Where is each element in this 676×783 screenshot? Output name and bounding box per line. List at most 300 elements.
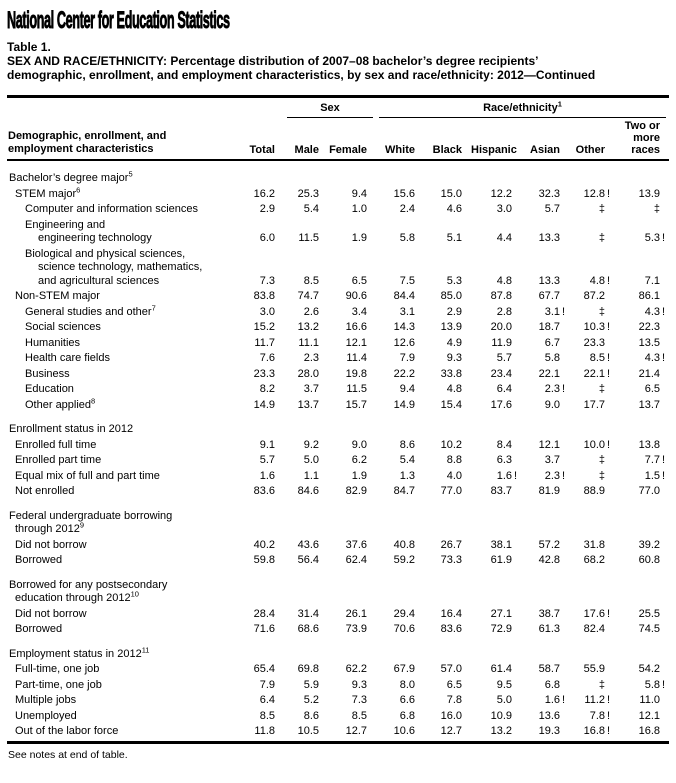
data-cell: 4.3 ! [644,305,666,318]
table-row [7,470,669,484]
data-cell: 2.3 [303,352,319,364]
table-row [7,510,669,537]
data-cell: 2.3 ! [544,383,566,395]
data-cell: 4.6 [446,203,462,215]
data-cell: 13.2 [297,321,319,333]
data-cell: 15.7 [345,398,367,411]
data-cell: 68.2 [583,554,605,566]
data-cell: 33.8 [440,367,462,380]
row-label: Health care fields [25,352,110,364]
data-cell: 6.3 [496,454,512,466]
data-cell: 2.3 ! [544,469,566,482]
data-cell: 2.9 [446,305,462,318]
data-cell: 6.8 [399,709,415,722]
table-title-line2: demographic, enrollment, and employment characteristics, by sex and race/ethnicity: 2012—Continued [7,68,596,82]
data-cell: 13.2 [490,725,512,737]
table-header [7,98,669,159]
data-cell: 81.9 [538,485,560,497]
data-cell: 38.7 [538,607,560,620]
data-cell: ‡ [598,469,605,482]
table-row [7,608,669,622]
table-row [7,169,669,186]
table-title [7,54,669,82]
table-row [7,554,669,568]
data-cell: 5.3 [446,274,462,287]
data-cell: 28.4 [253,607,275,620]
data-cell: 9.0 [544,398,560,411]
nces-brand-heading: National Center for Education Statistics [7,7,230,34]
data-cell: 54.2 [638,663,660,675]
column-header: Hispanic [471,143,517,156]
data-cell: 8.5 [303,274,319,287]
column-header: Two or more races [624,119,660,156]
data-cell: 10.9 [490,709,512,722]
data-cell: 12.7 [440,725,462,737]
data-cell: 25.3 [297,187,319,200]
data-cell: 13.8 [638,438,660,451]
data-cell: 4.8 [446,383,462,395]
data-cell: 84.7 [393,485,415,497]
table-row [7,623,669,637]
data-cell: 22.2 [393,367,415,380]
data-cell: 72.9 [490,623,512,635]
data-cell: 5.9 [303,678,319,691]
data-cell: 21.4 [638,367,660,380]
data-cell: 59.2 [393,554,415,566]
stub-header-line2: employment characteristics [8,142,154,155]
data-cell: 5.4 [303,203,319,215]
data-cell: ‡ [653,203,660,215]
table-row [7,694,669,708]
data-cell: 73.9 [345,623,367,635]
data-cell: 10.6 [393,725,415,737]
data-cell: 2.8 [496,305,512,318]
data-cell: 7.8 ! [589,709,611,722]
data-cell: 3.0 [496,203,512,215]
table-section [7,579,669,637]
row-label: Enrolled part time [15,454,102,466]
table-row [7,352,669,366]
data-cell: 40.2 [253,538,275,551]
data-cell: 1.1 [303,469,319,482]
data-cell: 1.6 [259,469,275,482]
row-label: Part-time, one job [15,678,102,691]
data-cell: 68.6 [297,623,319,635]
data-cell: 7.8 [446,694,462,706]
column-header-row [7,120,669,159]
row-label: Out of the labor force [15,725,119,737]
data-cell: 23.3 [583,336,605,349]
data-cell: 31.4 [297,607,319,620]
data-cell: 74.7 [297,290,319,302]
data-cell: 6.2 [351,454,367,466]
stub-header-line1: Demographic, enrollment, and [8,129,167,142]
data-cell: 5.4 [399,454,415,466]
data-cell: 29.4 [393,607,415,620]
data-cell: 57.2 [538,538,560,551]
table-row [7,663,669,677]
data-cell: 6.5 [644,383,660,395]
data-cell: 67.7 [538,290,560,302]
row-label: Not enrolled [15,485,75,497]
data-cell: 5.7 [496,352,512,364]
row-label: Bachelor’s degree major$^5$ [9,169,133,184]
data-cell: 62.2 [345,663,367,675]
data-cell: 67.9 [393,663,415,675]
data-cell: 12.7 [345,725,367,737]
data-cell: 13.3 [538,232,560,244]
data-cell: 17.6 ! [583,607,611,620]
table-row [7,454,669,468]
data-cell: 26.7 [440,538,462,551]
data-cell: 71.6 [253,623,275,635]
column-header: Other [575,143,605,156]
data-cell: 8.8 [446,454,462,466]
row-label: Federal undergraduate borrowing through 2012$^9$ [9,509,173,535]
row-label: Equal mix of full and part time [15,469,160,482]
data-cell: 5.8 [399,232,415,244]
data-cell: 2.6 [303,305,319,318]
data-cell: 40.8 [393,538,415,551]
data-cell: 5.1 [446,232,462,244]
data-cell: 2.4 [399,203,415,215]
data-cell: 12.8 ! [583,187,611,200]
data-cell: 9.3 [351,678,367,691]
table-section [7,169,669,412]
data-cell: 17.6 [490,398,512,411]
data-cell: 4.9 [446,336,462,349]
data-cell: 1.9 [351,232,367,244]
table-row [7,368,669,382]
table-row [7,383,669,397]
data-cell: 9.5 [496,678,512,691]
data-cell: 5.2 [303,694,319,706]
table-row [7,184,669,202]
data-cell: 85.0 [440,290,462,302]
footer-note: See notes at end of table. [8,748,128,761]
data-cell: 11.2 ! [584,694,611,706]
data-cell: 9.4 [399,383,415,395]
data-cell: 9.3 [446,352,462,364]
data-cell: 7.7 ! [644,454,666,466]
data-cell: 19.3 [538,725,560,737]
data-cell: 4.3 ! [644,352,666,364]
data-cell: 23.4 [490,367,512,380]
data-cell: 26.1 [345,607,367,620]
data-cell: 8.5 [259,709,275,722]
data-cell: 4.8 ! [589,274,611,287]
table-number: Table 1. [7,40,51,54]
data-cell: 10.2 [440,438,462,451]
data-cell: 3.1 [399,305,415,318]
data-cell: 86.1 [638,290,660,302]
total-column-spacer [227,103,284,118]
race-group-footnote: 1 [557,98,562,108]
data-cell: 10.0 ! [583,438,611,451]
data-cell: 87.2 [583,290,605,302]
table-row [7,423,669,437]
data-cell: 37.6 [345,538,367,551]
data-cell: 7.1 [644,274,660,287]
data-cell: 3.0 [259,305,275,318]
table-row [7,203,669,217]
data-cell: ‡ [598,232,605,244]
data-cell: 84.6 [297,485,319,497]
data-cell: 11.7 [254,336,275,349]
data-cell: 13.7 [638,398,660,411]
table-bottom-rule [7,741,669,744]
data-cell: 57.0 [440,663,462,675]
data-cell: 11.9 [491,336,512,349]
data-cell: 1.9 [351,469,367,482]
data-cell: 88.9 [583,485,605,497]
group-header-spacer [7,103,227,118]
row-label: Multiple jobs [15,694,77,706]
data-cell: 12.1 [638,709,660,722]
data-cell: 5.0 [303,454,319,466]
row-label: Borrowed [15,623,63,635]
data-cell: 6.0 [259,232,275,244]
data-cell: 7.3 [351,694,367,706]
data-cell: 6.5 [446,678,462,691]
data-cell: 60.8 [638,554,660,566]
data-cell: 65.4 [253,663,275,675]
data-cell: 15.0 [440,187,462,200]
table-title-line1: SEX AND RACE/ETHNICITY: Percentage distribution of 2007–08 bachelor’s degree recipients’ [7,54,539,68]
data-cell: 61.4 [490,663,512,675]
data-cell: 1.6 ! [544,694,566,706]
row-label: Borrowed for any postsecondary education through 2012$^{10}$ [9,578,168,604]
data-cell: 11.5 [346,383,367,395]
data-cell: 16.8 ! [583,725,611,737]
data-cell: 87.8 [490,290,512,302]
data-cell: 8.5 ! [589,352,611,364]
data-cell: 5.3 ! [644,232,666,244]
table-row [7,644,669,662]
data-cell: 9.0 [351,438,367,451]
data-cell: 7.6 [259,352,275,364]
data-cell: 22.1 ! [583,367,611,380]
data-cell: 18.7 [538,321,560,333]
group-header-row [7,98,669,118]
table-row [7,395,669,413]
data-cell: ‡ [598,203,605,215]
row-label: Humanities [25,336,81,349]
data-cell: 61.3 [538,623,560,635]
sex-group-label: Sex [320,101,340,114]
data-cell: 8.5 [351,709,367,722]
data-cell: 19.8 [345,367,367,380]
row-label: Non-STEM major [15,290,100,302]
table-row [7,219,669,246]
data-cell: 15.2 [253,321,275,333]
data-cell: 5.7 [544,203,560,215]
column-header: Black [432,143,462,156]
row-label: Enrolled full time [15,438,97,451]
data-cell: 8.0 [399,678,415,691]
data-cell: 5.8 ! [644,678,666,691]
data-cell: 77.0 [638,485,660,497]
data-cell: 69.8 [297,663,319,675]
data-cell: 7.9 [259,678,275,691]
data-cell: 42.8 [538,554,560,566]
data-cell: 1.6 ! [496,469,518,482]
data-cell: 17.7 [583,398,605,411]
data-cell: 83.6 [440,623,462,635]
table-section [7,423,669,499]
data-cell: 13.6 [538,709,560,722]
data-cell: 9.1 [259,438,275,451]
data-cell: 83.6 [253,485,275,497]
column-header: White [385,143,415,156]
data-cell: 59.8 [253,554,275,566]
data-cell: 83.7 [490,485,512,497]
data-cell: ‡ [598,305,605,318]
data-cell: 38.1 [490,538,512,551]
data-cell: 27.1 [490,607,512,620]
row-label: Business [25,367,70,380]
data-cell: 82.9 [345,485,367,497]
data-cell: 6.7 [544,336,560,349]
data-cell: 25.5 [638,607,660,620]
data-cell: 8.6 [303,709,319,722]
data-cell: 15.6 [393,187,415,200]
data-cell: 62.4 [345,554,367,566]
data-cell: 11.8 [254,725,275,737]
data-cell: 14.9 [393,398,415,411]
data-cell: 56.4 [297,554,319,566]
table-section [7,644,669,739]
table-row [7,710,669,724]
row-label: Unemployed [15,709,77,722]
data-cell: 1.5 ! [644,469,666,482]
data-cell: 39.2 [638,538,660,551]
table-row [7,248,669,289]
data-cell: 7.3 [259,274,275,287]
data-cell: 4.8 [496,274,512,287]
data-cell: 31.8 [583,538,605,551]
data-cell: 6.8 [544,678,560,691]
row-label: Did not borrow [15,607,87,620]
table-row [7,439,669,453]
data-cell: 84.4 [393,290,415,302]
table-row [7,290,669,304]
table-body [7,161,669,739]
data-cell: 6.4 [259,694,275,706]
data-cell: 5.8 [544,352,560,364]
data-cell: 16.0 [440,709,462,722]
data-cell: 4.0 [446,469,462,482]
row-label: Other applied$^8$ [25,395,96,411]
data-cell: 1.0 [351,203,367,215]
column-headers [227,120,669,156]
table-row [7,302,669,320]
column-header: Male [294,143,319,156]
row-label: Did not borrow [15,538,87,551]
data-cell: 13.5 [638,336,660,349]
data-cell: 70.6 [393,623,415,635]
data-cell: 73.3 [440,554,462,566]
data-cell: 3.4 [351,305,367,318]
table-row [7,579,669,606]
data-cell: 14.9 [253,398,275,411]
data-cell: 11.5 [298,232,319,244]
data-cell: 12.6 [393,336,415,349]
sex-group-header [287,103,373,118]
data-cell: 9.4 [351,187,367,200]
data-cell: 3.1 ! [544,305,566,318]
data-cell: 74.5 [638,623,660,635]
row-label: Biological and physical sciences, science technology, mathematics, and agricultural sciences [25,247,203,287]
row-label: Computer and information sciences [25,203,199,215]
data-cell: 8.6 [399,438,415,451]
data-cell: 10.3 ! [583,321,611,333]
data-cell: 16.6 [345,321,367,333]
data-cell: 12.2 [490,187,512,200]
row-label: Full-time, one job [15,663,100,675]
row-label: Social sciences [25,321,101,333]
data-cell: 12.1 [345,336,367,349]
data-cell: ‡ [598,678,605,691]
row-label: Education [25,383,74,395]
data-cell: 77.0 [440,485,462,497]
data-cell: 10.5 [297,725,319,737]
data-cell: 6.5 [351,274,367,287]
data-cell: 16.8 [638,725,660,737]
data-cell: 11.1 [298,336,319,349]
data-cell: 3.7 [544,454,560,466]
table-row [7,337,669,351]
column-header: Total [249,143,275,156]
data-cell: 15.4 [440,398,462,411]
row-label: Borrowed [15,554,63,566]
data-cell: 55.9 [583,663,605,675]
data-cell: 16.4 [440,607,462,620]
race-group-label: Race/ethnicity [483,101,558,114]
table-top-rule [7,95,669,98]
row-label: STEM major$^6$ [15,184,81,200]
data-cell: 13.9 [638,187,660,200]
stub-header [7,130,227,156]
data-cell: 32.3 [538,187,560,200]
data-cell: 82.4 [583,623,605,635]
data-cell: 83.8 [253,290,275,302]
data-cell: 1.3 [399,469,415,482]
data-cell: 61.9 [490,554,512,566]
data-cell: 5.7 [259,454,275,466]
data-cell: 28.0 [297,367,319,380]
column-header: Asian [530,143,560,156]
table-row [7,725,669,739]
table-section [7,510,669,568]
data-cell: 23.3 [253,367,275,380]
data-cell: 20.0 [490,321,512,333]
data-cell: 2.9 [259,203,275,215]
data-cell: ‡ [598,383,605,395]
row-label: General studies and other$^7$ [25,302,156,318]
data-cell: 8.2 [259,383,275,395]
data-cell: 7.5 [399,274,415,287]
data-cell: 8.4 [496,438,512,451]
race-group-header [379,98,666,118]
data-cell: 6.6 [399,694,415,706]
data-cell: 43.6 [297,538,319,551]
data-cell: 12.1 [538,438,560,451]
table-row [7,679,669,693]
data-cell: 22.1 [538,367,560,380]
table-row [7,321,669,335]
data-cell: 5.0 [496,694,512,706]
